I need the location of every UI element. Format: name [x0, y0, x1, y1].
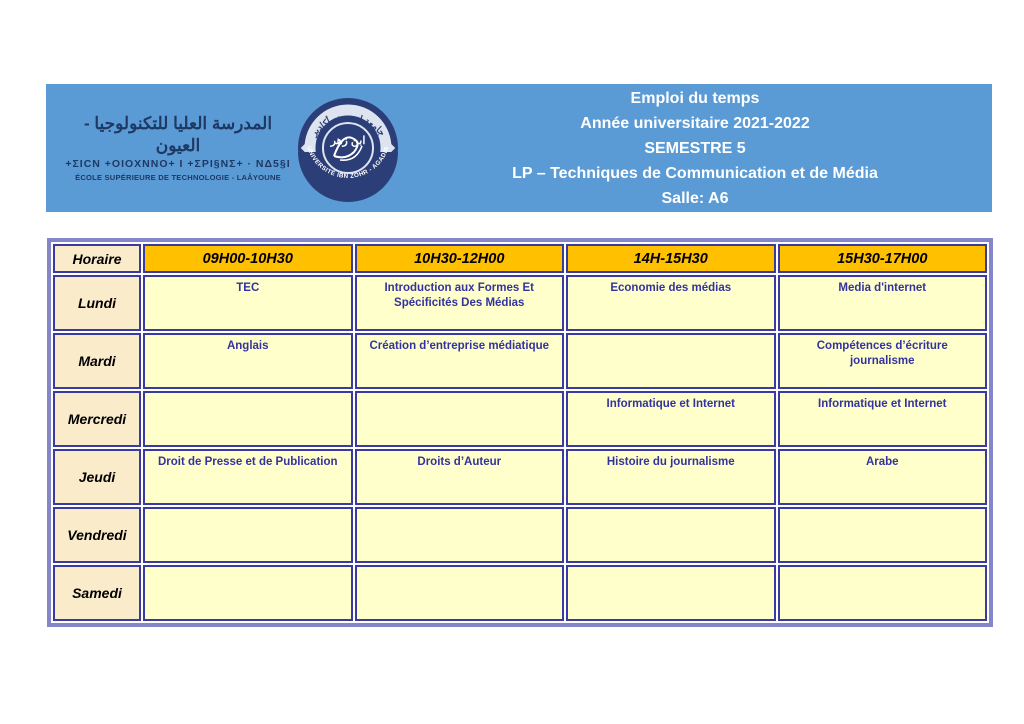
- seal-bottom-text: UNIVERSITÉ IBN ZOHR - AGADIR: [305, 145, 391, 181]
- timetable-row-lundi: [53, 275, 987, 331]
- title-line-filiere: LP – Techniques de Communication et de Média: [512, 164, 878, 182]
- timetable-cell: [778, 507, 988, 563]
- school-name-french: ÉCOLE SUPÉRIEURE DE TECHNOLOGIE - LAÂYOUNE: [75, 173, 281, 183]
- seal-top-text: جامعة ابن زهر أكادير: [308, 111, 388, 138]
- timetable-cell: [778, 565, 988, 621]
- timetable-cell: [566, 333, 776, 389]
- timetable-cell: [355, 391, 565, 447]
- timetable-cell: Histoire du journalisme: [566, 449, 776, 505]
- header-banner: [46, 84, 992, 212]
- time-slot-header-4: 15H30-17H00: [778, 244, 988, 273]
- day-label-mardi: Mardi: [53, 333, 141, 389]
- timetable-cell: Informatique et Internet: [566, 391, 776, 447]
- timetable-cell: Anglais: [143, 333, 353, 389]
- school-name-tifinagh: +ΣΙCΝ +ΟΙΟΧΝΝΟ+ Ι +ΣΡΙ§ΝΣ+ · ΝΔ5§Ι: [65, 157, 291, 170]
- title-line-emploi: Emploi du temps: [630, 89, 760, 107]
- timetable: [47, 238, 993, 627]
- school-name-text: [60, 113, 296, 182]
- day-label-samedi: Samedi: [53, 565, 141, 621]
- timetable-cell: Arabe: [778, 449, 988, 505]
- timetable-cell: Economie des médias: [566, 275, 776, 331]
- timetable-header-row: [53, 244, 987, 273]
- time-slot-header-3: 14H-15H30: [566, 244, 776, 273]
- day-label-jeudi: Jeudi: [53, 449, 141, 505]
- timetable-cell: [143, 507, 353, 563]
- university-seal-icon: [298, 92, 398, 204]
- corner-header-horaire: Horaire: [53, 244, 141, 273]
- title-line-semestre: SEMESTRE 5: [644, 139, 746, 157]
- document-title-block: [398, 84, 992, 212]
- time-slot-header-1: 09H00-10H30: [143, 244, 353, 273]
- timetable-cell: [143, 565, 353, 621]
- seal-center-calligraphy: ابن زهر: [330, 135, 366, 147]
- timetable-cell: Droit de Presse et de Publication: [143, 449, 353, 505]
- timetable-cell: [355, 507, 565, 563]
- university-seal-logo: [298, 92, 398, 204]
- timetable-row-mardi: [53, 333, 987, 389]
- day-label-vendredi: Vendredi: [53, 507, 141, 563]
- timetable-cell: [355, 565, 565, 621]
- timetable-cell: Introduction aux Formes Et Spécificités Des Médias: [355, 275, 565, 331]
- timetable-cell: Informatique et Internet: [778, 391, 988, 447]
- timetable-row-vendredi: [53, 507, 987, 563]
- timetable-cell: [143, 391, 353, 447]
- timetable-row-mercredi: [53, 391, 987, 447]
- timetable-cell: [566, 565, 776, 621]
- time-slot-header-2: 10H30-12H00: [355, 244, 565, 273]
- school-name-arabic: المدرسة العليا للتكنولوجيا - العيون: [83, 114, 273, 155]
- timetable-cell: Compétences d’écriture journalisme: [778, 333, 988, 389]
- title-line-salle: Salle: A6: [661, 189, 729, 207]
- timetable-cell: Droits d’Auteur: [355, 449, 565, 505]
- title-line-annee: Année universitaire 2021-2022: [580, 114, 810, 132]
- day-label-lundi: Lundi: [53, 275, 141, 331]
- timetable-row-samedi: [53, 565, 987, 621]
- school-logo-block: [46, 84, 398, 212]
- timetable-cell: Création d’entreprise médiatique: [355, 333, 565, 389]
- timetable-cell: TEC: [143, 275, 353, 331]
- day-label-mercredi: Mercredi: [53, 391, 141, 447]
- timetable-cell: Media d'internet: [778, 275, 988, 331]
- timetable-row-jeudi: [53, 449, 987, 505]
- timetable-cell: [566, 507, 776, 563]
